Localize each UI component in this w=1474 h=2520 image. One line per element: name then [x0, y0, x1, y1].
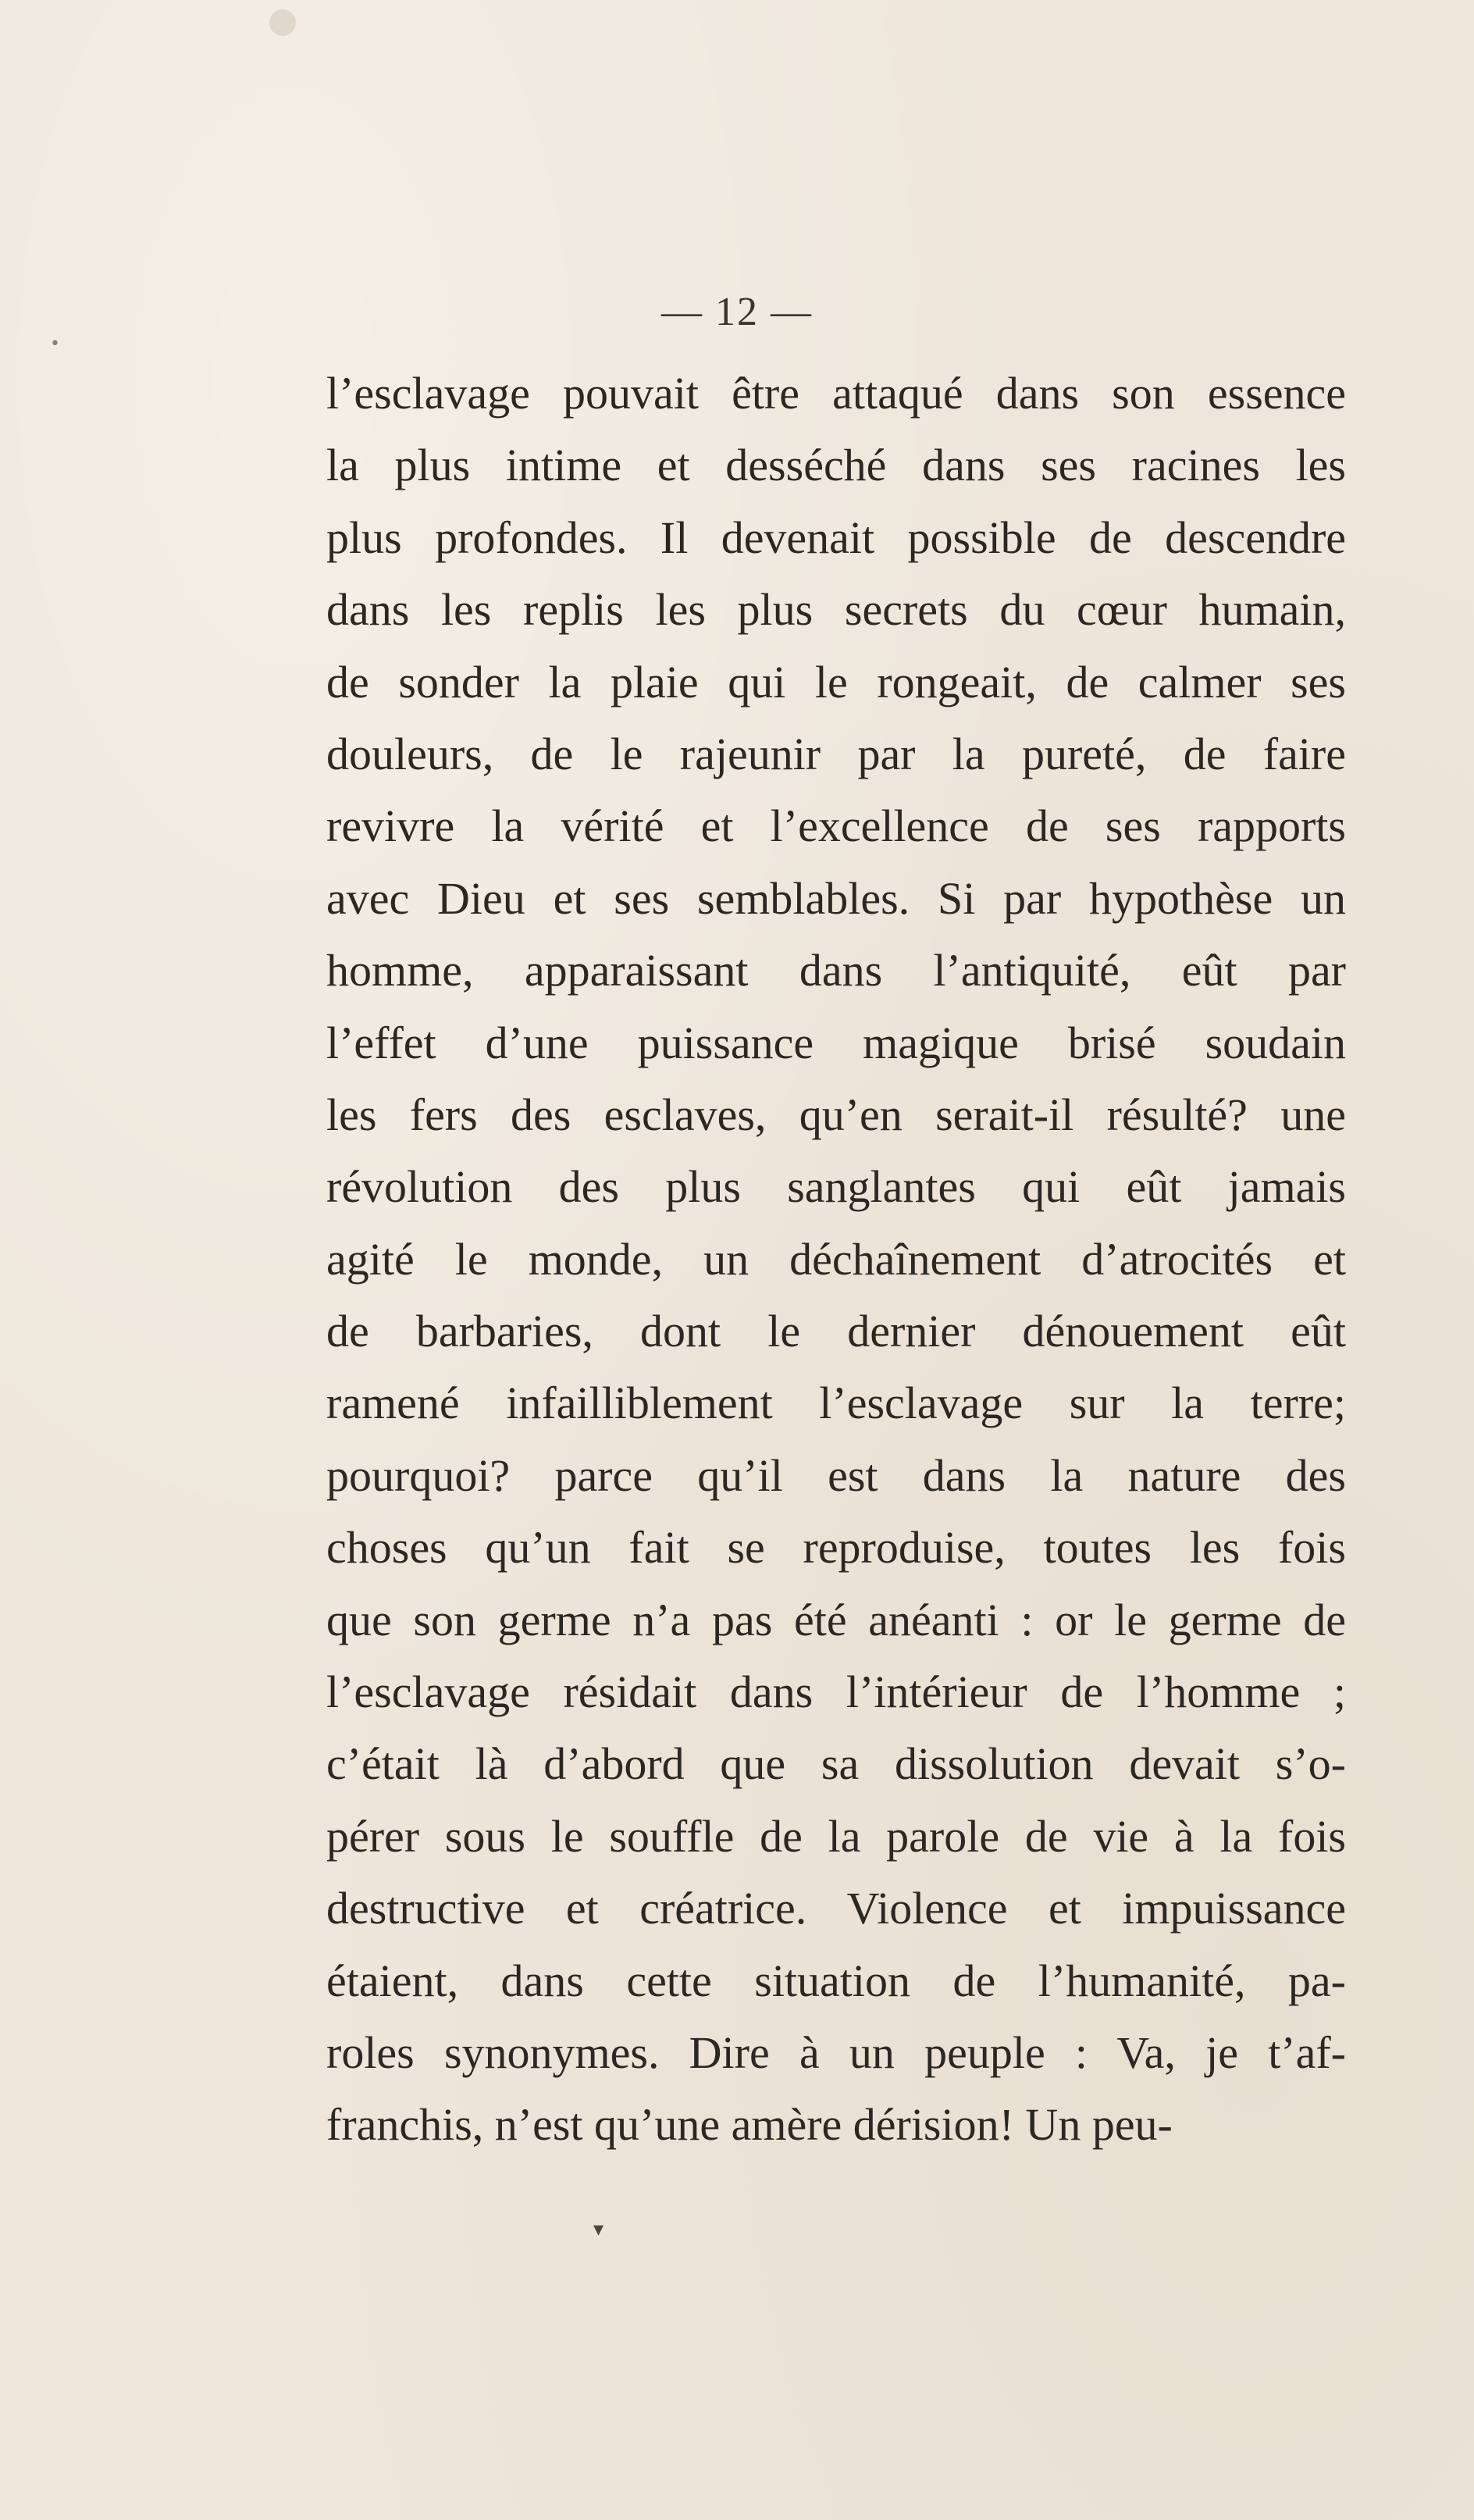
- text-line: agité le monde, un déchaînement d’atrocités et: [326, 1233, 1346, 1285]
- text-line: ramené infailliblement l’esclavage sur la terre;: [326, 1378, 1346, 1429]
- page-number-header: — 12 —: [661, 290, 813, 334]
- text-line: homme, apparaissant dans l’antiquité, eût par: [326, 945, 1346, 996]
- text-line: de barbaries, dont le dernier dénouement eût: [326, 1306, 1346, 1357]
- text-line: de sonder la plaie qui le rongeait, de calmer ses: [326, 656, 1346, 708]
- body-text: [326, 358, 1346, 2162]
- paper-stain: [269, 9, 296, 36]
- text-line: avec Dieu et ses semblables. Si par hypothèse un: [326, 872, 1346, 924]
- text-line: que son germe n’a pas été anéanti : or le germe de: [326, 1594, 1346, 1645]
- text-line: destructive et créatrice. Violence et impuissance: [326, 1883, 1346, 1934]
- text-line: étaient, dans cette situation de l’humanité, pa-: [326, 1955, 1346, 2006]
- text-line: la plus intime et desséché dans ses racines les: [326, 440, 1346, 491]
- text-line: roles synonymes. Dire à un peuple : Va, je t’af-: [326, 2026, 1346, 2078]
- text-line: plus profondes. Il devenait possible de descendre: [326, 511, 1346, 563]
- text-line: l’esclavage pouvait être attaqué dans son essence: [326, 368, 1346, 419]
- text-line: l’esclavage résidait dans l’intérieur de l’homme ;: [326, 1666, 1346, 1718]
- stray-mark: ▾: [593, 2218, 604, 2241]
- text-line: l’effet d’une puissance magique brisé soudain: [326, 1017, 1346, 1068]
- text-line: revivre la vérité et l’excellence de ses rapports: [326, 800, 1346, 852]
- text-line: pérer sous le souffle de la parole de vie à la fois: [326, 1810, 1346, 1862]
- text-line: choses qu’un fait se reproduise, toutes les fois: [326, 1522, 1346, 1574]
- text-line: pourquoi? parce qu’il est dans la nature des: [326, 1449, 1346, 1501]
- text-line: révolution des plus sanglantes qui eût jamais: [326, 1161, 1346, 1213]
- text-line: les fers des esclaves, qu’en serait-il résulté? une: [326, 1089, 1346, 1140]
- text-line: franchis, n’est qu’une amère dérision! Un peu-: [326, 2099, 1173, 2151]
- text-line: douleurs, de le rajeunir par la pureté, de faire: [326, 728, 1346, 779]
- margin-dot-icon: •: [50, 334, 60, 354]
- text-line: dans les replis les plus secrets du cœur humain,: [326, 584, 1346, 636]
- text-line: c’était là d’abord que sa dissolution devait s’o-: [326, 1738, 1346, 1790]
